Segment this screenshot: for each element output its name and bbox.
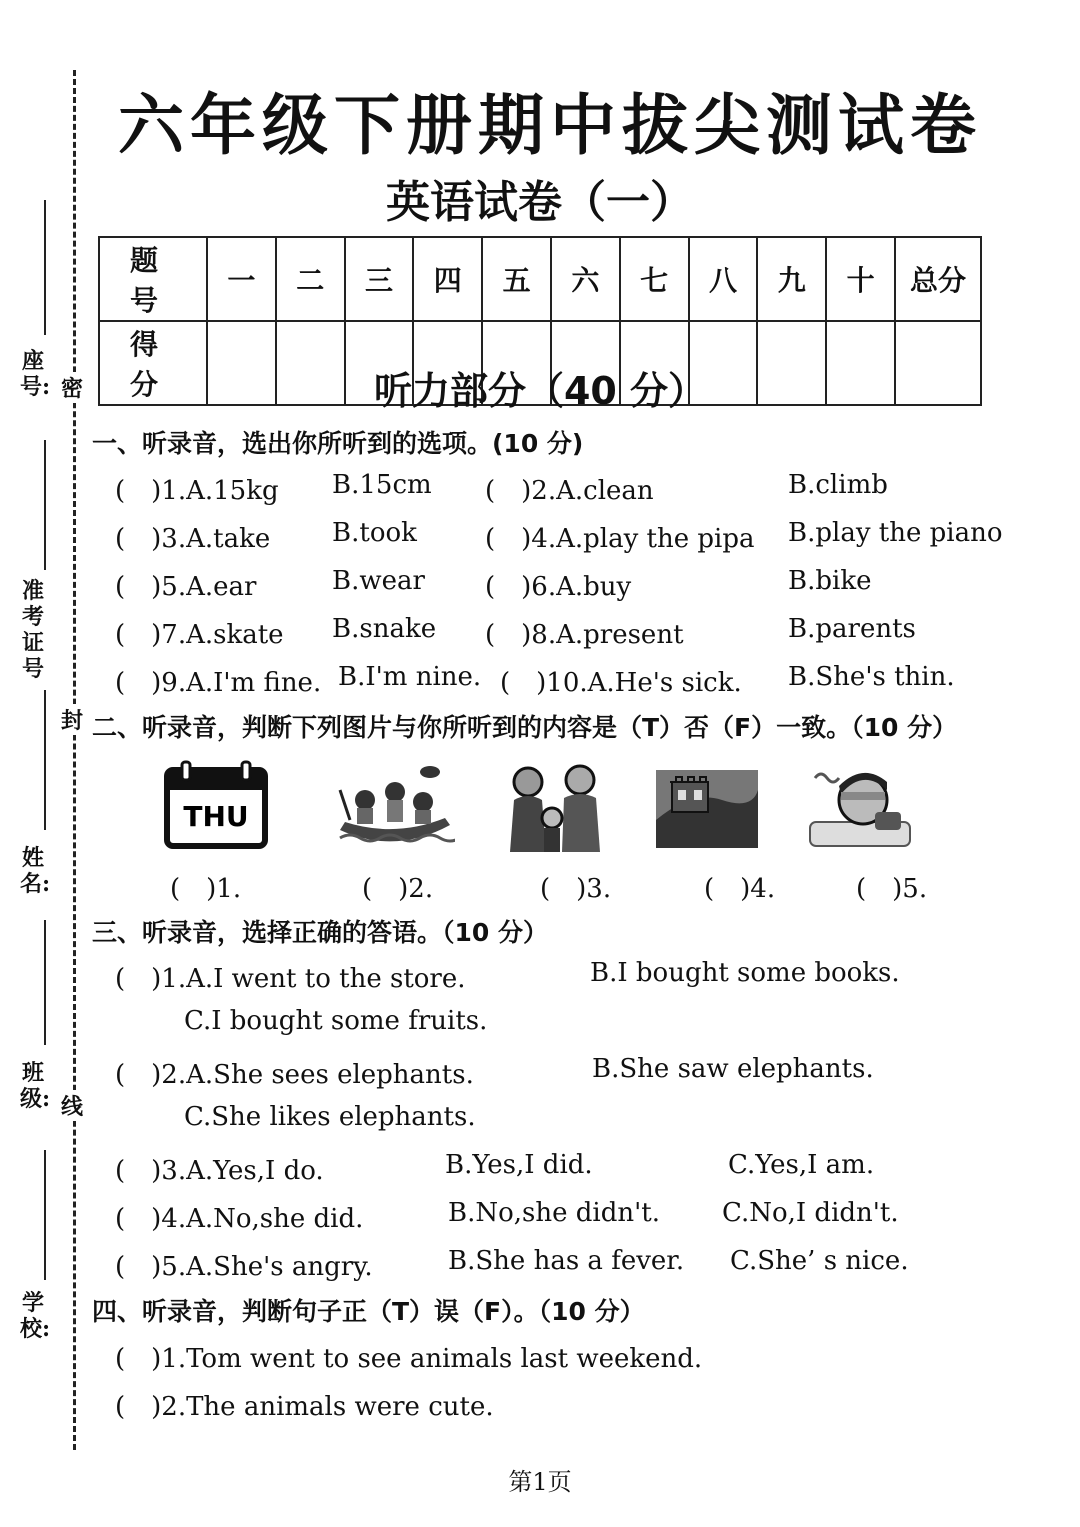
exam-title: 六年级下册期中拔尖测试卷: [118, 87, 982, 164]
s1-q9-b: B.I'm nine.: [338, 662, 482, 692]
score-cell: 六: [551, 237, 620, 321]
s3-q2-b: B.She saw elephants.: [592, 1054, 874, 1084]
name-label: 姓名:: [20, 845, 51, 897]
calendar-day-text: THU: [183, 800, 249, 833]
s1-q9: ( )9.A.I'm fine.: [115, 668, 322, 698]
s1-q3: ( )3.A.take: [115, 524, 271, 554]
exam-id-label: 准考证号: [21, 578, 44, 682]
s1-q6: ( )6.A.buy: [485, 572, 632, 602]
score-row-label: 得 分: [99, 321, 207, 405]
score-cell: 八: [689, 237, 758, 321]
s1-q10-b: B.She's thin.: [788, 662, 955, 692]
score-cell: 四: [413, 237, 482, 321]
school-line: [44, 1150, 46, 1280]
s1-q1: ( )1.A.15kg: [115, 476, 279, 506]
seat-number-label: 座号:: [20, 348, 51, 400]
great-wall-picture: [652, 760, 762, 852]
s3-q4: ( )4.A.No,she did.: [115, 1204, 364, 1234]
s1-q6-b: B.bike: [788, 566, 872, 596]
calendar-thu-picture: [162, 760, 272, 852]
score-cell: 十: [826, 237, 895, 321]
s1-q2-b: B.climb: [788, 470, 888, 500]
s1-q10: ( )10.A.He's sick.: [500, 668, 742, 698]
s1-q3-b: B.took: [332, 518, 417, 548]
class-label: 班级:: [20, 1060, 51, 1112]
s3-q4-c: C.No,I didn't.: [722, 1198, 899, 1228]
s3-q3: ( )3.A.Yes,I do.: [115, 1156, 324, 1186]
score-table-header-row: [99, 237, 981, 321]
seal-char-xian: 线: [58, 1090, 86, 1121]
binding-dashed-line: [73, 70, 76, 1450]
s2-label-2: ( )2.: [362, 874, 434, 904]
s2-label-5: ( )5.: [856, 874, 928, 904]
s3-q3-b: B.Yes,I did.: [445, 1150, 593, 1180]
s2-label-3: ( )3.: [540, 874, 612, 904]
score-cell: 九: [757, 237, 826, 321]
section-1-title: 一、听录音，选出你所听到的选项。(10 分): [92, 429, 584, 458]
s3-q5-b: B.She has a fever.: [448, 1246, 685, 1276]
seat-number-line: [44, 200, 46, 335]
s3-q1: ( )1.A.I went to the store.: [115, 964, 466, 994]
s1-q5: ( )5.A.ear: [115, 572, 257, 602]
exam-id-line: [44, 440, 46, 570]
score-cell: 一: [207, 237, 276, 321]
s3-q2-c: C.She likes elephants.: [184, 1102, 476, 1132]
score-cell: 题 号: [99, 237, 207, 321]
dragon-boat-picture: [335, 760, 455, 852]
s1-q7-b: B.snake: [332, 614, 437, 644]
seal-char-feng: 封: [58, 704, 86, 735]
s1-q8: ( )8.A.present: [485, 620, 684, 650]
s1-q2: ( )2.A.clean: [485, 476, 654, 506]
s4-q1: ( )1.Tom went to see animals last weekend.: [115, 1344, 703, 1374]
s1-q5-b: B.wear: [332, 566, 425, 596]
s1-q8-b: B.parents: [788, 614, 916, 644]
family-picture: [500, 760, 610, 856]
s1-q4-b: B.play the piano: [788, 518, 1003, 548]
section-4-title: 四、听录音，判断句子正（T）误（F）。（10 分）: [92, 1297, 645, 1326]
exam-subtitle: 英语试卷（一）: [386, 177, 694, 228]
s3-q1-c: C.I bought some fruits.: [184, 1006, 488, 1036]
s3-q5: ( )5.A.She's angry.: [115, 1252, 373, 1282]
seal-char-mi: 密: [58, 372, 86, 403]
s3-q1-b: B.I bought some books.: [590, 958, 900, 988]
school-label: 学校:: [20, 1290, 51, 1342]
s3-q2: ( )2.A.She sees elephants.: [115, 1060, 474, 1090]
score-cell: 二: [276, 237, 345, 321]
s1-q4: ( )4.A.play the pipa: [485, 524, 755, 554]
s3-q3-c: C.Yes,I am.: [728, 1150, 875, 1180]
s1-q7: ( )7.A.skate: [115, 620, 284, 650]
score-cell-total: 总分: [895, 237, 981, 321]
s4-q2: ( )2.The animals were cute.: [115, 1392, 494, 1422]
section-3-title: 三、听录音，选择正确的答语。（10 分）: [92, 918, 548, 947]
s2-label-1: ( )1.: [170, 874, 242, 904]
score-cell: 三: [345, 237, 414, 321]
listening-part-title: 听力部分（40 分）: [373, 369, 707, 413]
page-number: 第1页: [508, 1468, 572, 1496]
class-line: [44, 920, 46, 1045]
score-cell: 七: [620, 237, 689, 321]
name-line: [44, 690, 46, 830]
s1-q1-b: B.15cm: [332, 470, 432, 500]
s2-label-4: ( )4.: [704, 874, 776, 904]
sick-person-picture: [805, 760, 915, 852]
s3-q5-c: C.She’ s nice.: [730, 1246, 909, 1276]
s3-q4-b: B.No,she didn't.: [448, 1198, 660, 1228]
score-cell: 五: [482, 237, 551, 321]
section-2-title: 二、听录音，判断下列图片与你所听到的内容是（T）否（F）一致。（10 分）: [92, 713, 958, 742]
